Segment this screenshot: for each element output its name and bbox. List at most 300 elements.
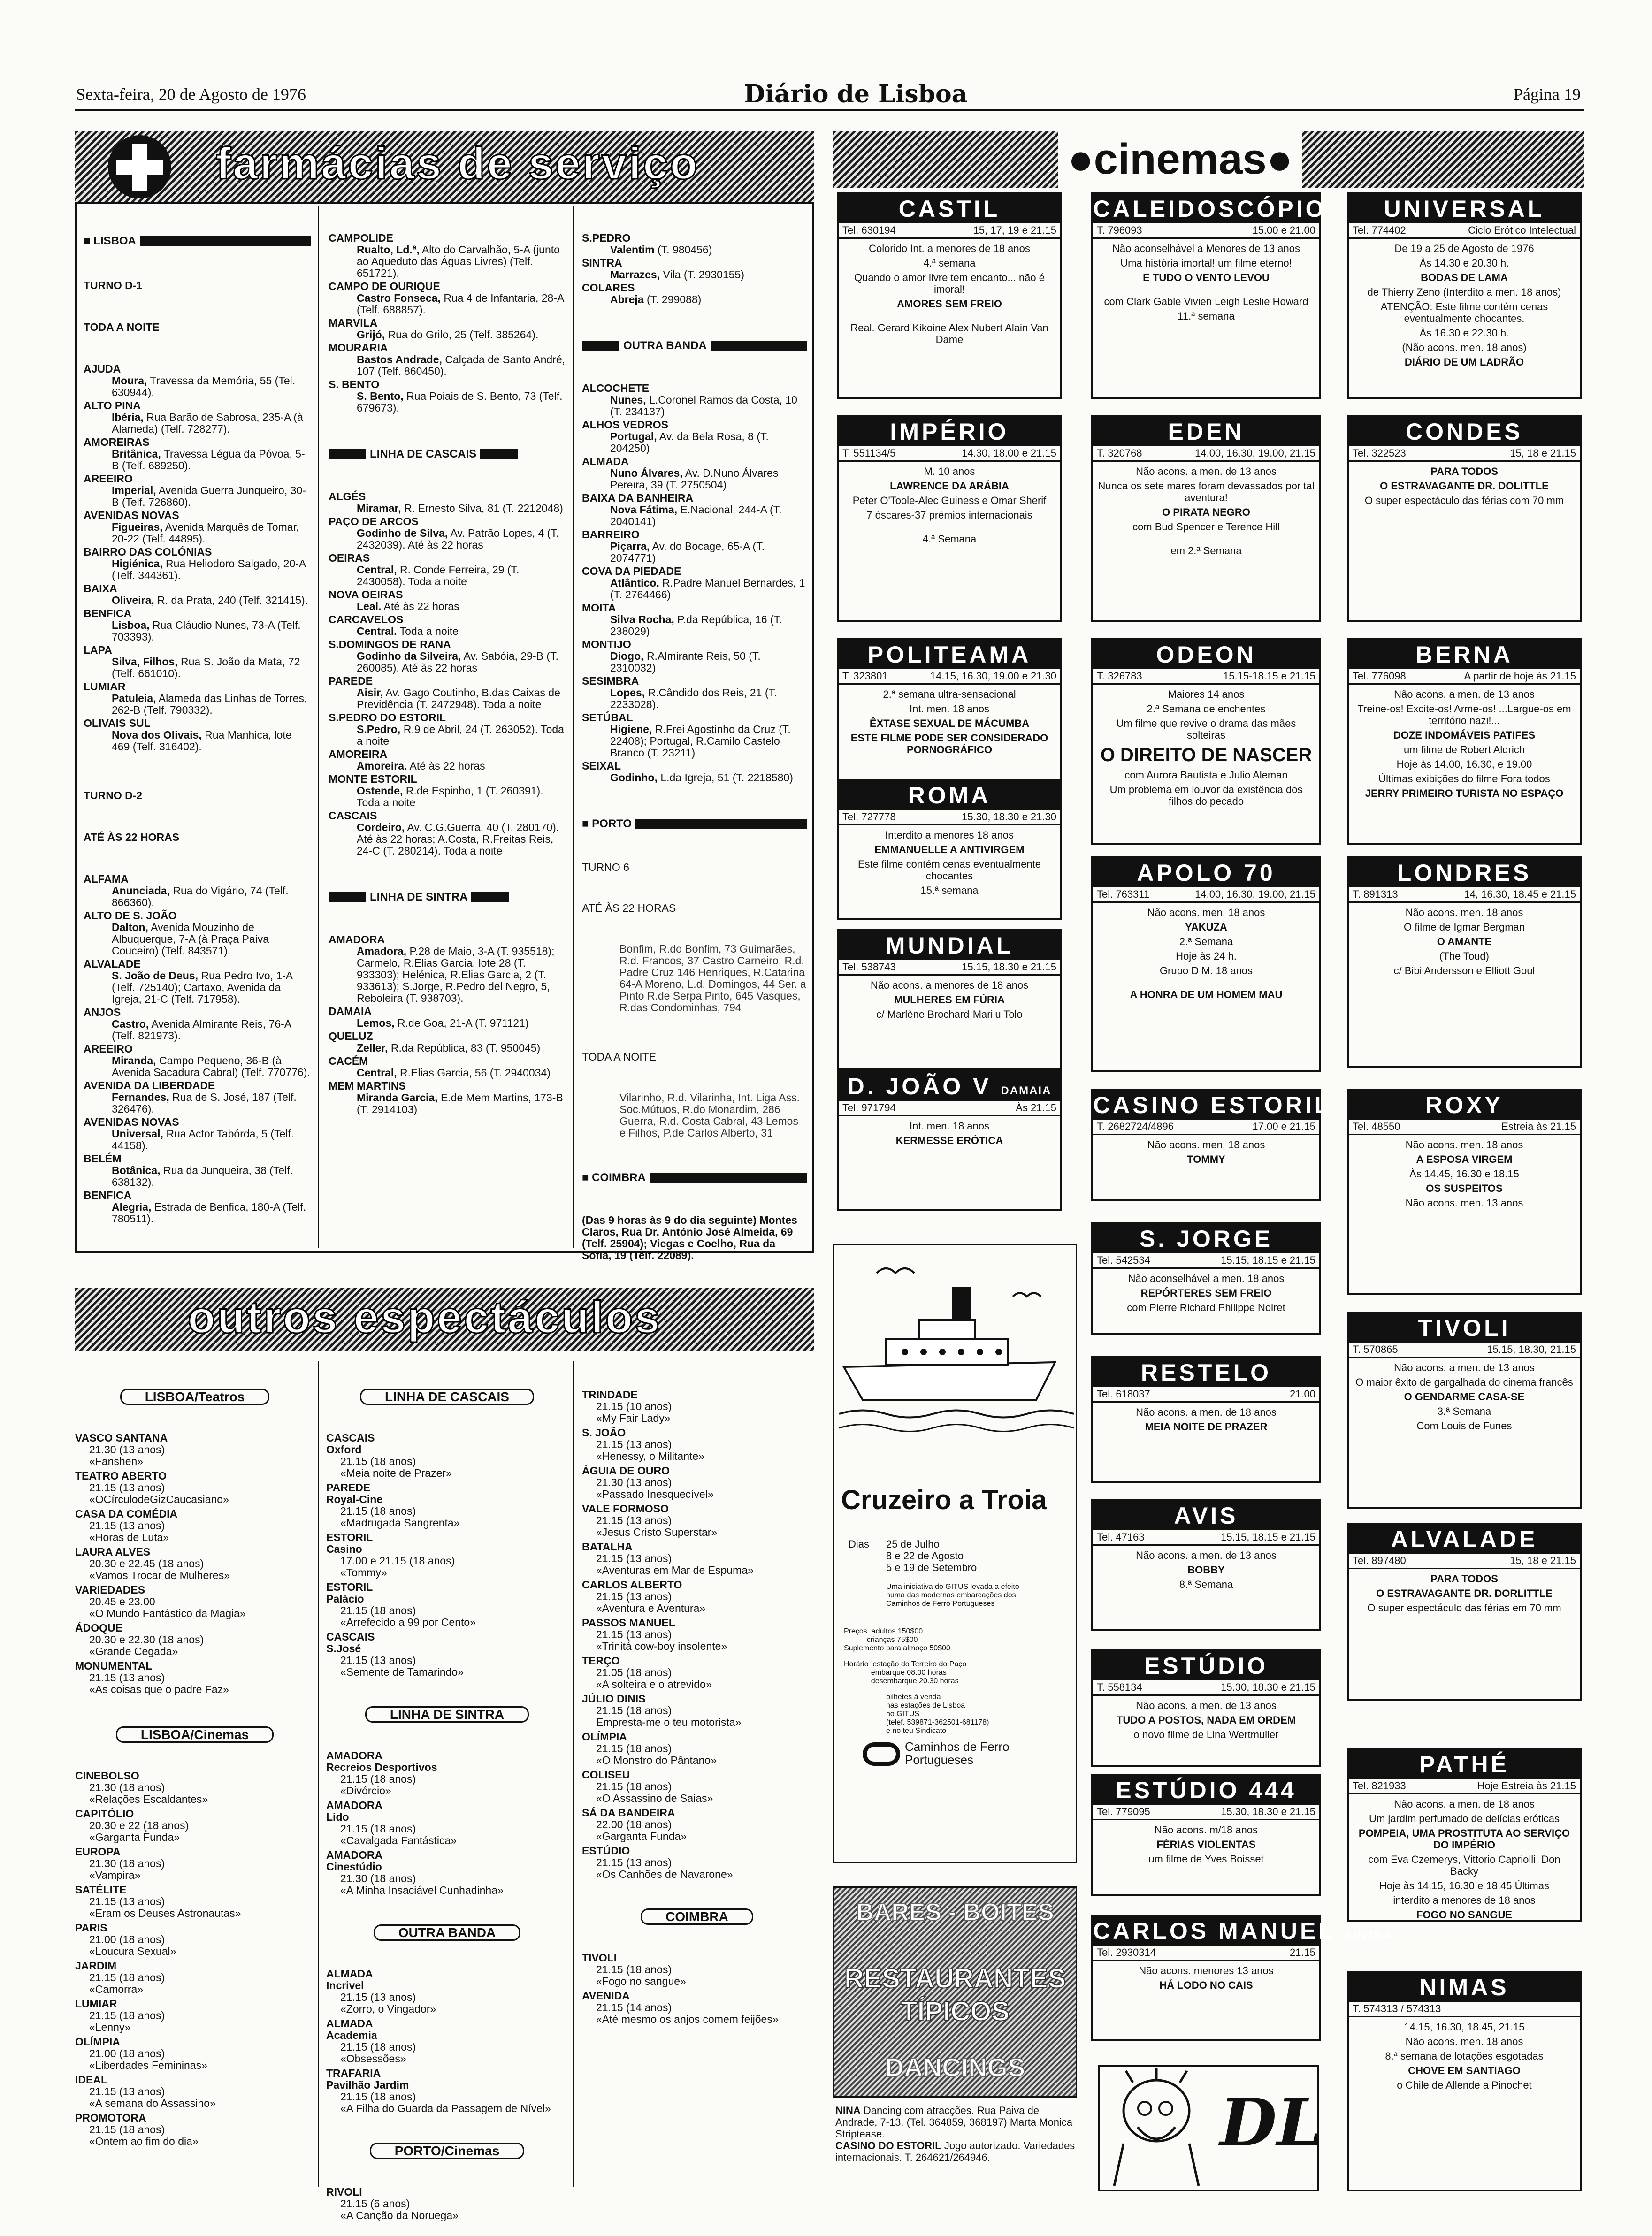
venue-show: «Cavalgada Fantástica» [340,1834,457,1847]
cross-logo [108,135,171,198]
cinema-line: Não aconselhável a Menores de 13 anos [1112,243,1300,254]
outros-divider-2 [573,1361,574,2187]
pharmacy-area: MARVILA [329,317,378,329]
venue-show: «Divórcio» [340,1785,391,1797]
venue-entry [582,1693,812,1728]
cinema-name: CARLOS MANUEL SINTRA [1093,1916,1319,1946]
venue-entry [75,1922,314,1957]
venue-show: «Aventura e Aventura» [596,1602,706,1614]
cinema-tel: T. 323801 [842,670,888,682]
pharmacy-address: Av. Sabóia, 29-B (T. 260085). Até às 22 horas [357,650,562,674]
cinema-line: o novo filme de Lina Wertmuller [1133,1729,1279,1740]
pharmacy-address: R.Frei Agostinho da Cruz (T. 22408); Portugal, R.Camilo Castelo Branco (T. 23211) [610,723,794,759]
venue-name: JARDIM [75,1960,117,1972]
venue-time: 20.45 e 23.00 [89,1595,155,1608]
pharmacy-address: L.da Igreja, 51 (T. 2218580) [660,771,793,784]
cinema-line: FÉRIAS VIOLENTAS [1156,1839,1256,1850]
cinema-line: Não acons. men. 18 anos [1147,1139,1265,1151]
cinema-tel: T. 551134/5 [842,447,896,459]
pharmacy-area: ALVALADE [84,958,141,970]
cinema-tel: T. 326783 [1097,670,1142,682]
cinema-name: CALEIDOSCÓPIO [1093,194,1319,223]
pharmacy-entry [582,282,807,305]
venue-show: «Até mesmo os anjos comem feijões» [596,2013,779,2025]
sea-waves [839,1411,1074,1418]
dias-label: Dias [849,1538,870,1550]
cinema-times: 15.15, 18.30, 21.15 [1487,1343,1576,1355]
cinema-line [843,313,1055,319]
cinema-line: Grupo D M. 18 anos [1159,965,1253,977]
cinema-nimas [1347,1971,1582,2191]
pharmacy-entry [329,1055,566,1079]
cinema-tel: Tel. 538743 [842,961,896,973]
outra-banda-heading: OUTRA BANDA [623,339,707,352]
pharmacy-name: S. Bento, [357,390,404,402]
venue-subname: Academia [326,2029,377,2041]
venue-entry [582,1427,812,1462]
pharmacy-entry [329,639,566,674]
cinema-castil [837,192,1062,399]
venue-time: 21.15 (18 anos) [340,1455,416,1467]
pharmacy-entry [582,712,807,759]
pharmacy-address: Avenida Marquês de Tomar, 20-22 (Telf. 44895). [112,521,302,545]
pharmacy-area: MONTIJO [582,638,631,650]
pharmacy-name: Lopes, [610,687,645,699]
venue-name: TRAFARIA [326,2067,381,2079]
venue-entry [582,1807,812,1842]
cinema-line: o Chile de Allende a Pinochet [1397,2079,1532,2091]
venue-time: 22.00 (18 anos) [596,1818,672,1831]
pharmacy-name: Leal. [357,600,382,612]
pharmacy-area: PAÇO DE ARCOS [329,515,419,527]
restaurantes-line: RESTAURANTES [844,1963,1066,1994]
venue-name: ÁDOQUE [75,1622,122,1634]
venue-time: 21.15 (13 anos) [596,1590,672,1603]
cinema-name: CASINO ESTORIL [1093,1091,1319,1120]
cinema-tel: Tel. 776098 [1353,670,1406,682]
cinema-line: Nunca os sete mares foram devassados por tal aventura! [1098,480,1317,504]
pharmacy-area: OLIVAIS SUL [84,717,151,729]
venue-show: «Lenny» [89,2021,131,2033]
venue-entry [582,1389,812,1424]
pharmacy-area: AREEIRO [84,473,133,485]
cinema-line: Últimas exibições do filme Fora todos [1378,773,1550,785]
venue-entry [75,1884,314,1919]
pharmacy-name: S. João de Deus, [112,969,199,982]
pharm-col-3 [582,209,810,1273]
cinema-times: Ciclo Erótico Intelectual [1468,224,1576,236]
venue-entry [75,2112,314,2147]
venue-entry [326,1482,568,1529]
outra-banda-label: OUTRA BANDA [374,1924,520,1941]
pharmacy-address: Rua da Junqueira, 38 (Telf. 638132). [112,1164,296,1188]
bares-ad [833,1886,1077,2098]
pharmacy-name: Britânica, [112,448,161,460]
cinema-times: 15.30, 18.30 e 21.15 [1221,1681,1315,1693]
venue-name: BATALHA [582,1541,633,1553]
porthole [939,1349,946,1355]
outros-col-3 [582,1366,812,2040]
cinema-tel: Tel. 763311 [1097,888,1150,900]
venue-show: «O Mundo Fantástico da Magia» [89,1607,246,1619]
pharmacy-entry [84,363,311,398]
pharmacy-name: Fernandes, [112,1091,169,1103]
pharmacy-entry [582,565,807,601]
cinema-carlos [1091,1915,1393,2041]
pharmacy-entry [84,473,311,508]
ship-funnel [952,1287,971,1320]
venue-show: «Garganta Funda» [596,1830,687,1842]
cinema-line: Não acons. men. 18 anos [1405,2036,1523,2047]
cinema-line: Hoje às 24 h. [1176,950,1237,962]
cinema-line: (The Toud) [1439,950,1489,962]
venue-name: AMADORA [326,1849,383,1861]
venue-time: 21.30 (18 anos) [340,1872,416,1885]
pharmacy-area: NOVA OEIRAS [329,588,403,601]
cinema-tel: Tel. 821933 [1353,1780,1406,1792]
pharmacy-address: R.Padre Manuel Bernardes, 1 (T. 2764466) [610,577,808,601]
pharmacy-entry [84,546,311,581]
cinema-avis [1091,1499,1321,1631]
venue-show: «A semana do Assassino» [89,2097,216,2109]
pharmacy-name: Godinho, [610,771,658,784]
pharmacy-address: Av. Gago Coutinho, B.das Caixas de Previdência (T. 2472948). Toda a noite [357,687,564,710]
pharmacy-area: AREEIRO [84,1043,133,1055]
pharmacy-address: Rua Poiais de S. Bento, 73 (Telf. 679673). [357,390,566,414]
pharmacy-address: Av. Patrão Lopes, 4 (T. 2432039). Até às 22 horas [357,527,562,551]
cinema-tel: Tel. 47163 [1097,1531,1145,1543]
pharmacy-entry [84,1043,311,1078]
pharmacy-area: CAMPO DE OURIQUE [329,280,440,292]
venue-entry [75,1770,314,1805]
venue-name: ALMADA [326,2017,373,2030]
venue-entry [582,1541,812,1576]
cinema-line: EMMANUELLE A ANTIVIRGEM [874,844,1025,855]
outros-col-1 [75,1363,314,2162]
cinema-line: Não acons. a men. de 13 anos [1136,1549,1277,1561]
venue-name: AMADORA [326,1749,383,1762]
cinema-line: JERRY PRIMEIRO TURISTA NO ESPAÇO [1365,787,1564,799]
pharmacy-area: SINTRA [582,257,622,269]
venue-name: JÚLIO DINIS [582,1693,646,1705]
cinema-line: O super espectáculo das férias com 70 mm [1364,495,1564,506]
pharmacy-address: Rua 4 de Infantaria, 28-A (Telf. 688857). [357,292,567,316]
pharmacy-address: E.Nacional, 244-A (T. 2040141) [610,504,785,527]
pharmacy-address: Alto do Carvalhão, 5-A (junto ao Aqueduto das Águas Livres) (Telf. 651721). [357,244,563,279]
pharmacy-area: DAMAIA [329,1005,372,1017]
pharmacy-name: Higiénica, [112,557,163,570]
venue-name: LAURA ALVES [75,1546,151,1558]
cinema-line: com Pierre Richard Philippe Noiret [1127,1302,1285,1313]
cinema-line: Treine-os! Excite-os! Arme-os! ...Largue-os em território nazi!... [1357,703,1574,726]
venue-time: 21.15 (13 anos) [340,1654,416,1666]
pharmacy-entry [84,400,311,435]
pharmacy-area: AJUDA [84,363,121,375]
cinema-line: Não acons. a men. de 18 anos [1394,1798,1535,1810]
cinema-line: Não acons. a men. de 13 anos [1136,1700,1277,1711]
venue-time: 21.15 (6 anos) [340,2198,410,2210]
pharmacy-address: Rua Manhica, lote 469 (Telf. 316402). [112,729,295,753]
cinema-imperio [837,415,1062,622]
venue-time: 21.30 (18 anos) [89,1857,165,1870]
pharmacy-entry [329,773,566,809]
venue-show: «Liberdades Femininas» [89,2059,207,2071]
cascais-list [326,1432,568,1678]
cinema-line: em 2.ª Semana [1170,545,1242,557]
header-rule [75,109,1584,111]
pharmacy-entry [329,810,566,857]
pharmacy-area: BAIXA DA BANHEIRA [582,492,694,504]
cinema-times: 17.00 e 21.15 [1252,1121,1315,1132]
cinema-name: D. JOÃO V DAMAIA [839,1072,1060,1101]
venue-show: «Trinitá cow-boy insolente» [596,1640,727,1652]
cinema-line: TUDO A POSTOS, NADA EM ORDEM [1116,1714,1296,1726]
venue-show: «A solteira e o atrevido» [596,1678,712,1690]
venue-time: 21.15 (13 anos) [596,1438,672,1450]
dl-box [1098,2065,1323,2191]
toda-a-noite: TODA A NOITE [84,321,160,333]
casino-name: CASINO DO ESTORIL [835,2140,941,2152]
sintra-heading: LINHA DE SINTRA [370,891,468,903]
venue-time: 21.15 (13 anos) [89,2085,165,2098]
venue-entry [582,1845,812,1880]
cinema-line: Maiores 14 anos [1168,688,1245,700]
cinemas-title-wrap: ●cinemas● [1058,131,1302,188]
pharmacy-area: COLARES [582,282,635,294]
pharmacy-entry [329,748,566,772]
issue-date: Sexta-feira, 20 de Agosto de 1976 [76,85,306,104]
pharmacy-entry [582,257,807,281]
pharmacy-entry [329,614,566,637]
cinema-eden [1091,415,1321,622]
venue-time: 21.30 (18 anos) [89,1781,165,1793]
pharmacy-area: AMADORA [329,933,385,946]
venue-time: 21.00 (18 anos) [89,1933,165,1946]
pharmacy-name: Nuno Álvares, [610,467,683,479]
cinema-times: Hoje Estreia às 21.15 [1477,1780,1576,1792]
porto-list-2: Vilarinho, R.d. Vilarinha, Int. Liga Ass. Soc.Mútuos, R.do Monardim, 286 Guerra, R.d. Costa Cabral, 43 Lemos e Filhos, P.de Carlos Alberto, 31 [620,1091,803,1139]
venue-entry [582,1952,812,1987]
cinemas-title: cinemas [1094,135,1267,183]
pharmacy-address: (T. 980456) [658,244,712,256]
pharmacy-entry [329,589,566,612]
venue-time: 21.30 (13 anos) [89,1443,165,1456]
pharm-list-outra-banda [582,382,807,784]
pharmacy-name: Aisir, [357,687,383,699]
venue-entry [582,1990,812,2025]
masthead: Diário de Lisboa [744,80,968,108]
pharmacy-entry [84,436,311,472]
pharmacy-entry [84,958,311,1005]
cinema-line: A HONRA DE UM HOMEM MAU [1130,989,1283,1000]
cinema-name: AVIS [1093,1501,1319,1530]
venue-time: 21.15 (18 anos) [89,1971,165,1984]
pharmacy-area: CACÉM [329,1055,368,1067]
venue-time: 21.30 (13 anos) [596,1476,672,1488]
venue-name: CAPITÓLIO [75,1808,134,1820]
venue-time: 21.15 (13 anos) [89,1671,165,1684]
linha-cascais-label: LINHA DE CASCAIS [360,1389,534,1405]
lisboa-teatros-label: LISBOA/Teatros [120,1389,270,1405]
cinema-line [1098,286,1315,293]
venue-time: 21.15 (10 anos) [596,1400,672,1412]
dl-logo: DL [1220,2084,1323,2161]
pharmacy-address: Rua Heliodoro Salgado, 20-A (Telf. 344361). [112,557,309,581]
cinema-times: 14.15, 16.30, 19.00 e 21.30 [930,670,1056,682]
venue-entry [582,1465,812,1500]
cartoon-figure [1105,2068,1208,2190]
cinema-name: S. JORGE [1093,1224,1319,1253]
lisboa-heading: ■ LISBOA [84,235,136,247]
venue-show: «O Monstro do Pântano» [596,1754,717,1766]
nina-text: Dancing com atracções. Rua Paiva de Andrade, 7-13. (Tel. 364859, 368197) Marta Monica Striptease. [835,2105,1073,2140]
venue-time: 21.15 (18 anos) [596,1780,672,1793]
venue-name: ÁGUIA DE OURO [582,1465,670,1477]
teatros-list [75,1432,314,1695]
pharmacy-area: SESIMBRA [582,675,639,687]
venue-entry [75,1660,314,1695]
pharmacy-entry [329,552,566,588]
cinema-line: Int. men. 18 anos [910,1120,989,1132]
cinemas-banner [833,131,1584,188]
cinema-line: YAKUZA [1185,921,1227,933]
pharmacy-area: AMOREIRA [329,748,388,760]
pharmacy-entry [582,529,807,564]
pharmacy-entry [329,516,566,551]
venue-subname: Cinestúdio [326,1861,382,1873]
cinema-line: 2.ª Semana [1179,936,1233,947]
pharm-divider-1 [318,206,319,1248]
pharmacy-name: Central, [357,1067,397,1079]
venue-name: PARIS [75,1922,107,1934]
venue-name: TRINDADE [582,1389,638,1401]
cinema-line: com Aurora Bautista e Julio Aleman [1124,769,1288,781]
pharmacy-address: Rua do Vigário, 74 (Telf. 866360). [112,885,292,908]
venue-entry [75,2036,314,2071]
cinema-times: 15, 18 e 21.15 [1510,447,1576,459]
ship-illustration [834,1245,1076,1465]
cinema-line: OS SUSPEITOS [1426,1183,1503,1194]
venue-entry [326,1532,568,1579]
cinema-line: Hoje às 14.00, 16.30, e 19.00 [1396,758,1532,770]
pharmacy-entry [329,1006,566,1029]
pharmacy-address: Rua Barão de Sabrosa, 235-A (à Alameda) (Telf. 728277). [112,411,306,435]
pharmacy-name: Central. [357,625,397,637]
venue-name: TEATRO ABERTO [75,1470,167,1482]
cinema-line: FOGO NO SANGUE [1416,1909,1513,1921]
cinema-line: Às 16.30 e 22.30 h. [1419,327,1509,339]
cinema-estudio [1091,1649,1321,1767]
cinema-line: O maior êxito de gargalhada do cinema francês [1355,1376,1573,1388]
cinema-tel: T. 570865 [1353,1343,1398,1355]
pharmacy-area: S.DOMINGOS DE RANA [329,638,451,650]
outros-col-2 [326,1363,568,2236]
venue-show: «Relações Escaldantes» [89,1793,208,1805]
cinema-line: O super espectáculo das férias em 70 mm [1367,1602,1561,1614]
lisboa-cinemas-label: LISBOA/Cinemas [116,1726,274,1743]
venue-time: 21.15 (14 anos) [596,2001,672,2014]
venue-name: IDEAL [75,2074,107,2086]
cinema-line: DIÁRIO DE UM LADRÃO [1404,356,1524,368]
cinema-line: com Clark Gable Vivien Leigh Leslie Howard [1104,296,1308,307]
cinema-line: O ESTRAVAGANTE DR. DOLITTLE [1380,480,1549,492]
cinema-line: O filme de Igmar Bergman [1404,921,1525,933]
venue-time: 21.15 (13 anos) [340,1991,416,2003]
pharmacy-name: Ostende, [357,785,403,797]
cruzeiro-dates: 25 de Julho 8 e 22 de Agosto 5 e 19 de Setembro [886,1538,977,1573]
venue-entry [75,1470,314,1505]
cinema-name: CONDES [1349,417,1580,446]
cruzeiro-bilhetes: bilhetes à venda nas estações de Lisboa no GITUS (telef. 539871-362501-681178) e no teu Sindicato [886,1693,989,1735]
cinema-apolo [1091,856,1321,1072]
cinema-line: HÁ LODO NO CAIS [1159,1979,1253,1991]
ship-hull [844,1362,1055,1400]
pharmacy-address: R.da República, 83 (T. 950045) [390,1042,541,1054]
cinema-line: Int. men. 18 anos [910,703,989,715]
venue-name: SATÉLITE [75,1884,127,1896]
cinema-roxy [1347,1089,1582,1295]
venue-time: 21.15 (18 anos) [89,2123,165,2136]
cinema-name: ROMA [839,781,1060,810]
pharmacy-address: Estrada de Benfica, 180-A (Telf. 780511). [112,1201,309,1225]
cinema-line: Um jardim perfumado de delícias eróticas [1369,1813,1560,1824]
pharmacy-entry [582,382,807,418]
venue-time: 20.30 e 22.30 (18 anos) [89,1633,204,1646]
cinema-times: 14, 16.30, 18.45 e 21.15 [1464,888,1576,900]
cinema-odeon [1091,638,1321,845]
pharmacy-entry [329,934,566,1004]
pharmacy-entry [329,491,566,514]
cinema-times: 21.00 [1289,1388,1315,1400]
pharmacy-name: Amadora, [357,945,407,957]
venue-time: 21.15 (13 anos) [596,1856,672,1869]
pharmacy-area: LAPA [84,644,112,656]
pharmacy-area: SETÚBAL [582,711,633,724]
venue-subname: Pavilhão Jardim [326,2079,409,2091]
pharmacy-name: Miramar, [357,502,401,514]
cinema-times: 15.15-18.15 e 21.15 [1223,670,1315,682]
pharmacy-entry [582,675,807,710]
pharmacy-name: Cordeiro, [357,821,405,833]
pharmacy-area: MONTE ESTORIL [329,773,417,785]
cinema-berna [1347,638,1582,845]
cinema-line: 14.15, 16.30, 18.45, 21.15 [1404,2021,1525,2033]
pharmacy-address: R.Elias Garcia, 56 (T. 2940034) [400,1067,551,1079]
ship-bridge [919,1320,975,1339]
cinema-line [1098,979,1315,986]
cinema-name: PATHÉ [1349,1750,1580,1779]
porto-venues-list [582,1389,812,1880]
cinema-name: ESTÚDIO [1093,1651,1319,1680]
venue-show: «Ontem ao fim do dia» [89,2135,199,2147]
venue-time: 21.15 (13 anos) [596,1552,672,1564]
venue-entry [326,1750,568,1797]
pharmacy-name: Miranda Garcia, [357,1091,438,1104]
pharmacy-entry [84,1080,311,1115]
pharmacy-entry [84,717,311,753]
cinema-line: 7 óscares-37 prémios internacionais [866,509,1032,521]
cinema-line [843,524,1055,530]
pharmacy-name: Botânica, [112,1164,161,1176]
pharmacy-entry [582,232,807,256]
cinema-name: NIMAS [1349,1973,1580,2002]
pharmacy-name: Patuleia, [112,692,156,704]
pharmacy-area: CAMPOLIDE [329,232,393,244]
pharm-divider-2 [573,206,574,1248]
venue-subname: Lido [326,1811,349,1823]
venue-entry [582,1579,812,1614]
venue-name: ALMADA [326,1968,373,1980]
